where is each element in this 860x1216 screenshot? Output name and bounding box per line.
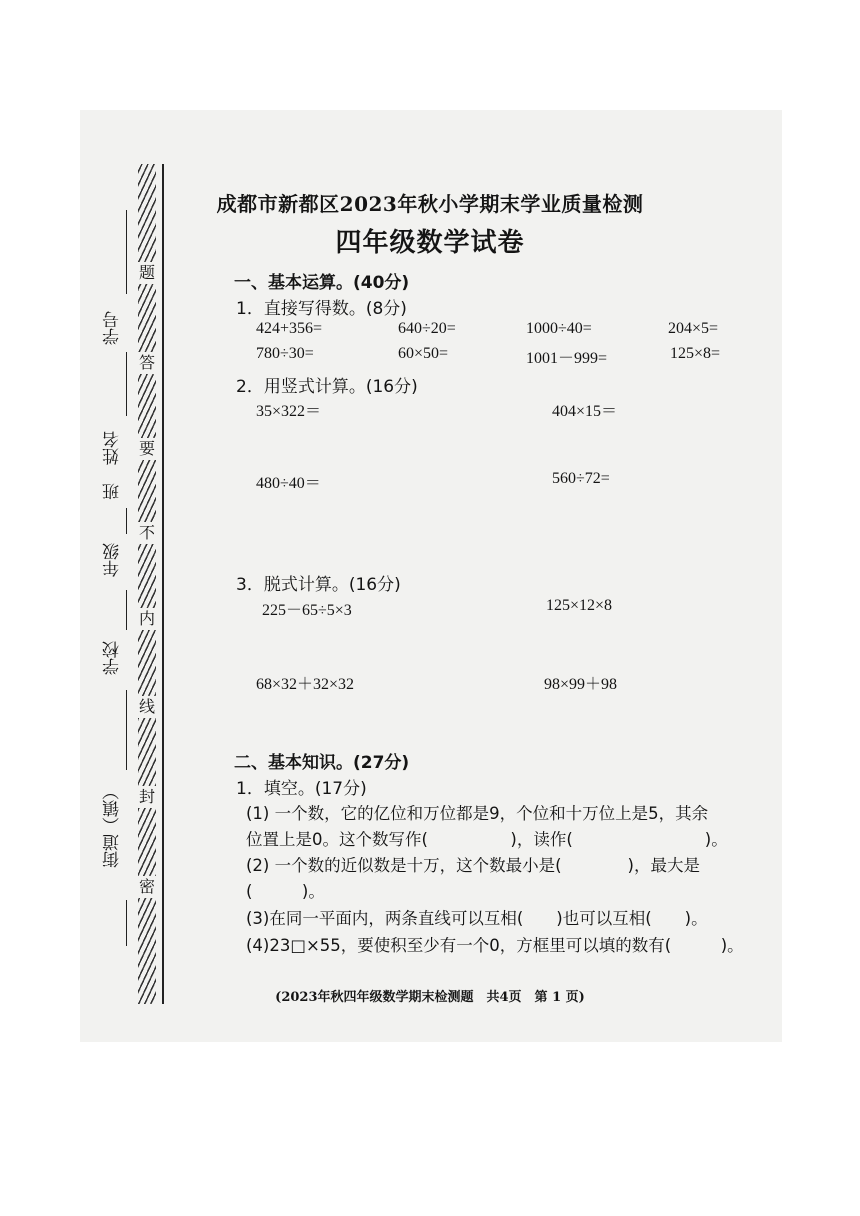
oral-calc-item: 60×50=	[398, 345, 449, 362]
section2-heading: 二、基本知识。(27分)	[234, 753, 410, 773]
student-info-column	[100, 170, 128, 950]
oral-calc-item: 640÷20=	[398, 320, 456, 337]
name-blank	[126, 352, 127, 416]
class-blank	[126, 508, 127, 534]
class-label: 班	[103, 483, 123, 501]
step-calc-item: 68×32＋32×32	[256, 676, 355, 693]
section1-heading: 一、基本运算。(40分)	[234, 273, 410, 293]
fill-blank-line: (1) 一个数，它的亿位和万位都是9，个位和十万位上是5，其余	[246, 804, 709, 823]
grade-label: 年级	[103, 543, 123, 577]
fill-blank-line: (3)在同一平面内，两条直线可以互相( )也可以互相( )。	[246, 909, 708, 928]
seal-word: 不	[138, 523, 155, 542]
fill-blank-line: 位置上是0。这个数写作( )，读作( )。	[246, 830, 728, 849]
school-blank	[126, 690, 127, 770]
seal-word: 内	[138, 609, 155, 628]
seal-word: 线	[138, 697, 155, 716]
street-label: 街道（镇）	[103, 783, 123, 869]
oral-calc-item: 424+356=	[256, 320, 323, 337]
exam-title: 成都市新都区2023年秋小学期末学业质量检测	[216, 192, 644, 216]
seal-line	[162, 164, 164, 1004]
oral-calc-item: 1000÷40=	[526, 320, 592, 337]
q2-heading: 2．用竖式计算。(16分)	[236, 377, 418, 397]
vertical-calc-item: 480÷40＝	[256, 475, 321, 492]
vertical-calc-item: 35×322＝	[256, 403, 322, 420]
seal-word: 要	[138, 439, 155, 458]
vertical-calc-item: 560÷72=	[552, 470, 610, 487]
oral-calc-item: 780÷30=	[256, 345, 314, 362]
street-blank	[126, 900, 127, 946]
oral-calc-item: 125×8=	[670, 345, 721, 362]
step-calc-item: 98×99＋98	[544, 676, 618, 693]
vertical-calc-item: 404×15＝	[552, 403, 618, 420]
name-label: 姓名	[103, 431, 123, 465]
oral-calc-item: 1001－999=	[526, 350, 608, 367]
grade-blank	[126, 590, 127, 630]
step-calc-item: 125×12×8	[546, 597, 613, 614]
exam-subtitle: 四年级数学试卷	[335, 228, 525, 258]
fill-blank-line: ( )。	[246, 882, 325, 901]
seal-word: 封	[138, 787, 155, 806]
seal-word: 题	[138, 263, 155, 282]
fill-blank-line: (4)23□×55，要使积至少有一个0，方框里可以填的数有( )。	[246, 936, 744, 955]
oral-calc-item: 204×5=	[668, 320, 719, 337]
fill-blank-line: (2) 一个数的近似数是十万，这个数最小是( )，最大是	[246, 856, 700, 875]
student-id-label: 学号	[103, 311, 123, 345]
seal-word: 答	[138, 353, 155, 372]
q1-heading: 1．直接写得数。(8分)	[236, 299, 407, 319]
seal-word: 密	[138, 877, 155, 896]
step-calc-item: 225－65÷5×3	[262, 602, 352, 619]
page-footer: (2023年秋四年级数学期末检测题 共4页 第 1 页)	[275, 990, 585, 1005]
school-label: 学校	[103, 641, 123, 675]
fill-blank-heading: 1．填空。(17分)	[236, 779, 367, 799]
q3-heading: 3．脱式计算。(16分)	[236, 575, 401, 595]
